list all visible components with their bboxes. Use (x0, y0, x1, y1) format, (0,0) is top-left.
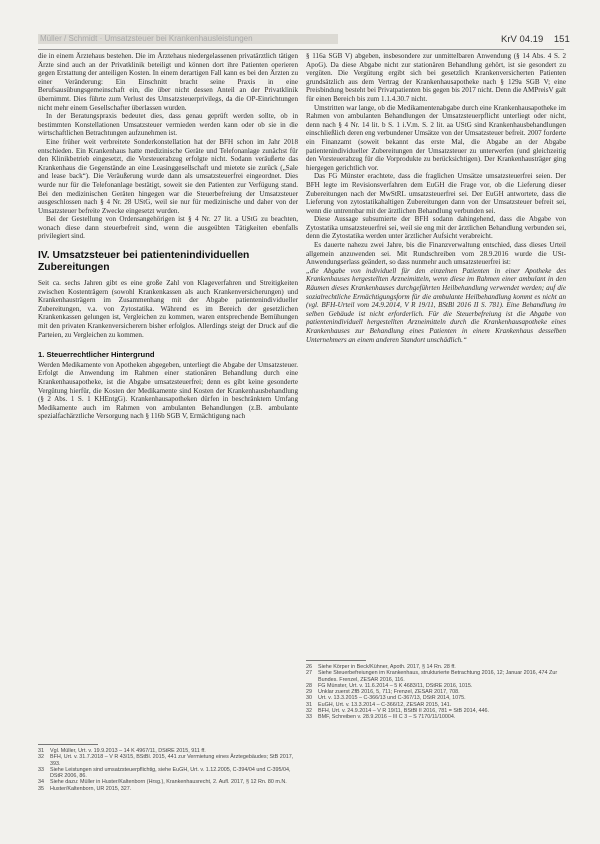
footnote-number: 33 (38, 766, 44, 773)
footnote-number: 30 (306, 695, 312, 702)
paragraph: Bei der Gestellung von Ordensangehörigen ist § 4 Nr. 27 lit. a UStG zu beachten, wonach diese dann steuerbefreit sind, wenn die ausgeübten Tätigkeiten ebenfalls privilegiert sind. (38, 215, 298, 241)
right-column (306, 52, 566, 344)
paragraph: Es dauerte nahezu zwei Jahre, bis die Finanzverwaltung entschied, dass dieses Urteil allgemein anzuwenden sei. Mit Rundschreiben vom 28.9.2016 wurde die USt-Anwendungserlass geändert, so dass nunmehr auch umsatzsteuerfrei ist: (306, 241, 566, 267)
footnote-number: 26 (306, 664, 312, 670)
footnote-text: BMF, Schreiben v. 28.9.2016 – III C 3 – S 7170/11/10004. (318, 714, 456, 721)
footnotes-left (38, 748, 298, 792)
footnote-number: 35 (38, 785, 44, 792)
footnote-text: Siehe Leistungen sind umsatzsteuerpflichtig, siehe EuGH, Urt. v. 1.12.2005, C-394/04 und C-395/04, DStR 2006, 86. (50, 766, 291, 780)
footnote-text: EuGH, Urt. v. 13.3.2014 – C-366/12, ZESAR 2015, 141. (318, 701, 452, 708)
footnote-number: 31 (306, 701, 312, 708)
section-heading: IV. Umsatzsteuer bei patientenindividuellen Zubereitungen (38, 250, 250, 273)
footnote-text: Siehe Körper in Beck/Kühner, Apoth. 2017, § 14 Rn. 28 ff. (318, 664, 456, 670)
footnote-number: 29 (306, 689, 312, 696)
paragraph: die in einem Ärztehaus bestehen. Die im Ärztehaus niedergelassenen privatärztlich tätigen Ärzte sind auch an der Privatklinik beteiligt und können dort ihre Patienten operieren gegen Erstattung der anteiligen Kosten. In einem derartigen Fall kann es bei den Ärzten zu einer Veränderung: Ein Einschnitt bracht seine Praxis in eine Berufsausübungsgemeinschaft ein, die über nicht dessen Anteil an der Privatklinik übernimmt. Dies führte zum Verlust des Umsatzsteuerprivilegs, da die OP-Einrichtungen nicht mehr einem Gesellschafter überlassen wurden. (38, 52, 298, 112)
footnote-text: Huster/Kaltenborn, UR 2015, 327. (50, 785, 132, 792)
subsection-heading: 1. Steuerrechtlicher Hintergrund (38, 350, 155, 360)
footnote-number: 34 (38, 779, 44, 786)
footnote (38, 786, 298, 792)
paragraph: Das FG Münster erachtete, dass die fraglichen Umsätze umsatzsteuerfrei seien. Der BFH legte im Revisionsverfahren dem EuGH die Frage vor, ob die Lieferung dieser Zubereitungen nach der MwStRL umsatzsteuerfrei sei. Der EuGH antwortete, dass die Lieferung von zytostatikahaltigen Zubereitungen dann von der Umsatzsteuer befreit sei, wenn die untrennbar mit der ärztlichen Behandlung verbunden sei. (306, 172, 566, 215)
paragraph: § 116a SGB V) abgeben, insbesondere zur unmittelbaren Anwendung (§ 14 Abs. 4 S. 2 ApoG). Da diese Abgabe nicht zur stationären Behandlung gehört, ist sie gesondert zu vergüten. Die Vergütung ergibt sich bei gesetzlich Krankenversicherten Patienten grundsätzlich aus dem Vertrag der Krankenhausapotheke nach § 129a SGB V; eine Preisbindung besteht bei Privatpatienten bis gegen bis 2017 nicht. Denn die AMPreisV galt für einen Bereich bis zum 1.1.4.30.7 nicht. (306, 52, 566, 103)
left-column (38, 52, 298, 421)
paragraph: In der Beratungspraxis bedeutet dies, dass genau geprüft werden sollte, ob in bestimmten Konstellationen Umsatzsteuer vermieden werden kann oder ob sie in die wirtschaftlichen Betrachtungen aufzunehmen ist. (38, 112, 298, 138)
footnote-number: 32 (306, 708, 312, 715)
footnote-text: Siehe Steuerbefreiungen im Krankenhaus, strukturierte Betrachtung 2016, 12; Januar 2016, 474 Zur Bundes. Frenzel, ZESAR 2016, 116. (318, 670, 558, 683)
footnote-number: 31 (38, 748, 44, 754)
block-quote: „die Abgabe von individuell für den einzelnen Patienten in einer Apotheke des Krankenhauses hergestellten Arzneimitteln, wenn diese im Rahmen einer ambulant in den Räumen dieses Krankenhauses durchgeführten Heilbehandlung verwendet werden; auf die sozialrechtliche Ermächtigungsform für die ambulante Heilbehandlung kommt es nicht an (vgl. BFH-Urteil vom 24.9.2014, V R 19/11, BStBl 2016 II S. 781). Eine Behandlung im selben Gebäude ist nicht erforderlich. Für die Steuerbefreiung ist die Abgabe von patientenindividuell hergestellten Arzneimitteln durch die Krankenhausapotheke eines Krankenhauses zur Behandlung eines Patienten in einem Krankenhaus desselben Unternehmers an einem anderen Standort unschädlich.“ (306, 266, 566, 344)
paragraph: Umstritten war lange, ob die Medikamentenabgabe durch eine Krankenhausapotheke im Rahmen von ambulanten Behandlungen der Umsatzsteuerpflicht unterliegt oder nicht, denn nach § 4 Nr. 14 lit. b S. 1 i.V.m. S. 2 lit. aa UStG sind Krankenhausbehandlungen einschließlich deren eng verbundener Umsätze von der Umsatzsteuer befreit. 2007 forderte ein Finanzamt (soweit bekannt das erste Mal, die Abgabe an der Abgabe patientenindividueller Zubereitungen der Umsatzsteuer zu unterwerfen (und gleichzeitig den Vorsteuerabzug für die Vorprodukte zu berücksichtigen). Der Krankenhausträger ging hiergegen gerichtlich vor. (306, 103, 566, 172)
running-header-right (493, 34, 570, 45)
paragraph: Werden Medikamente von Apotheken abgegeben, unterliegt die Abgabe der Umsatzsteuer. Erfolgt die Anwendung im Rahmen einer stationären Behandlung durch eine Krankenhausapotheke, ist die Abgabe umsatzsteuerfrei; denn es gibt keine gesonderte Vergütung hierfür, die Kosten der Medikamente sind Kosten der Krankenhausbehandlung (§ 2 Abs. 1 S. 1 KHEntgG). Krankenhausapotheken dürfen in beschränktem Umfang Medikamente auch im Rahmen von ambulanten Behandlungen (z.B. ambulante spezialfachärztliche Versorgung nach § 116b SGB V, Ermächtigung nach (38, 360, 298, 421)
footnote-number: 32 (38, 754, 44, 761)
footnote-number: 33 (306, 714, 312, 721)
footnote (38, 754, 298, 767)
running-header-left: Müller / Schmidt · Umsatzsteuer bei Krankenhausleistungen (40, 34, 253, 43)
header-rule (38, 49, 564, 50)
footnote-text: Vgl. Müller, Urt. v. 19.9.2013 – 14 K 4967/11, DStRE 2015, 911 ff. (50, 748, 206, 754)
footnote (306, 670, 566, 683)
footnote-rule-right (306, 660, 366, 661)
footnote-number: 28 (306, 682, 312, 689)
footnote (38, 767, 298, 780)
page-number: 151 (553, 34, 570, 45)
paragraph: Eine früher weit verbreitete Sonderkonstellation hat der BFH schon im Jahr 2018 entschieden. Ein Krankenhaus hatte medizinische Geräte und Telefonanlage zunächst für den Klinikbetrieb eingesetzt, die Vorsteuerabzug erfolgte nicht. Sodann veräußerte das Krankenhaus die Gegenstände an eine Leasinggesellschaft und mietete sie zurück („Sale and lease back“). Die Veräußerung wurde dann als umsatzsteuerfrei eingeordnet. Dies wurde nur für die Telefonanlage bestätigt, soweit sie den Patienten zur Verfügung stand. Bei den medizinischen Geräten hingegen war die Steuerbefreiung der Umsatzsteuer ausgeschlossen nach § 4 Nr. 28 UStG, weil sie nur für medizinische und daher von der Umsatzsteuer befreite Zwecke eingesetzt wurden. (38, 137, 298, 215)
journal-issue: KrV 04.19 (501, 34, 544, 45)
paragraph: Seit ca. sechs Jahren gibt es eine große Zahl von Klageverfahren und Streitigkeiten zwischen Kostenträgern (sowohl Krankenkassen als auch Krankenversicherungen) und Krankenhausträgern im Zusammenhang mit der Abgabe patientenindividueller Zubereitungen, v.a. von Zytostatika. Während es im Bereich der gesetzlichen Krankenkassen gelungen ist, Vergleichen zu kommen, waren entsprechende Bemühungen mit den privaten Krankenversicherern bisher erfolglos. Allerdings steigt der Druck auf die Parteien, zu Vergleichen zu kommen. (38, 279, 298, 339)
footnote-text: Urt. v. 13.3.2015 – C-366/13 und C-367/13, DStR 2014, 1075. (318, 695, 466, 702)
footnotes-right (306, 664, 566, 721)
footnote-text: BFH, Urt. v. 24.9.2014 – V R 19/11, BStBl II 2016, 781 = StB 2014, 446. (318, 708, 490, 715)
footnote-text: BFH, Urt. v. 31.7.2018 – V R 43/15, BStBl. 2015, 441 zur Vermietung eines Ärztegebäudes; StB 2017, 393. (50, 754, 294, 767)
footnote-text: FG Münster, Urt. v. 11.6.2014 – 5 K 4683/11, DStRE 2016, 1015. (318, 682, 473, 689)
footnote-text: Siehe dazu: Müller in Huster/Kaltenborn (Hrsg.), Krankenhausrecht, 2. Aufl. 2017, § 12 Rn. 80 m.N. (50, 779, 287, 786)
footnote (306, 714, 566, 720)
footnote-text: Unklar zuerst ZfB 2016, 5, 711; Frenzel, ZESAR 2017, 708. (318, 689, 460, 696)
footnote-rule-left (38, 744, 98, 745)
footnote-number: 27 (306, 670, 312, 677)
paragraph: Diese Aussage subsumierte der BFH sodann dahingehend, dass die Abgabe von Zytostatika umsatzsteuerfrei sei, weil sie eng mit der ärztlichen Behandlung verbunden sei, denn die Zytostatika werden unter ärztlicher Aufsicht verabreicht. (306, 215, 566, 241)
